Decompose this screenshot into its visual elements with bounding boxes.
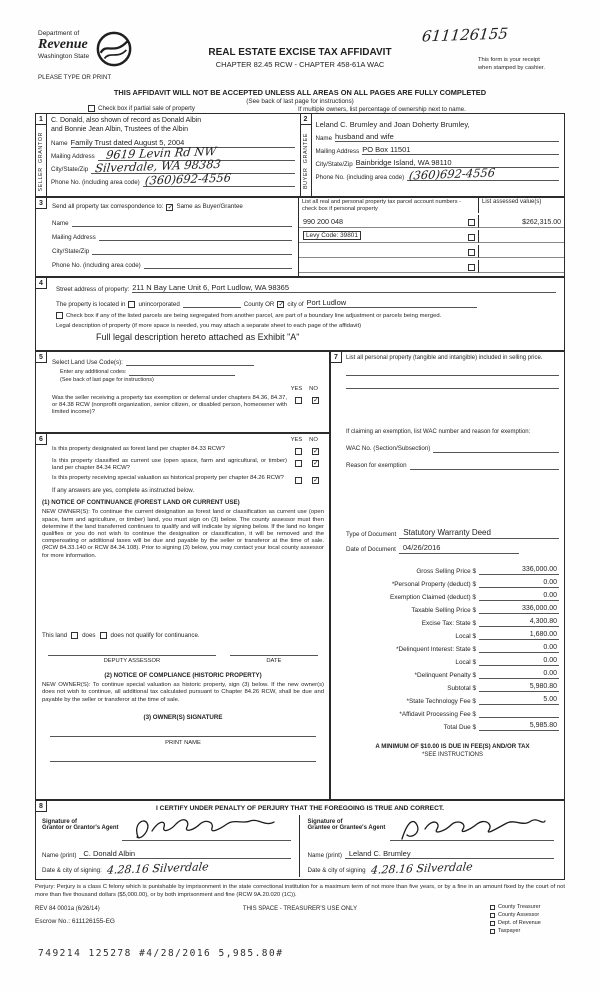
assessed-value: $262,315.00 <box>478 215 564 228</box>
owner-signature-heading: (3) OWNER(S) SIGNATURE <box>143 713 223 721</box>
grantee-date-label: Date & city of signing <box>307 866 366 874</box>
receipt-note <box>478 57 570 72</box>
form-title-block <box>140 47 460 69</box>
section-6-number: 6 <box>36 434 47 445</box>
personal-property-field-2[interactable] <box>346 388 559 389</box>
buyer-side-strip <box>301 114 312 196</box>
parcel-rows <box>299 215 564 275</box>
fee-value: 0.00 <box>479 644 559 653</box>
section-5-number: 5 <box>36 352 47 363</box>
fee-value: 5.00 <box>479 696 559 705</box>
continuance-paragraph: NEW OWNER(S): To continue the current designation as forest land or classification as current use (open space, farm and agriculture, or timber) land, you must sign on (3) below. The county assessor must then determine if the land transferred continues to qualify and will indicate by signing below. If the land no longer qualifies or you do not wish to continue the designation or classification, it will be removed and the compensating or additional taxes will be due and payable by the seller or transferor at the time of sale. (RCW 84.33.140 or RCW 84.34.108). Prior to signing (3) below, you may contact your local county assessor for more information. <box>42 509 324 559</box>
parcel-row <box>299 245 564 258</box>
seller-side-label: SELLER GRANTOR <box>38 131 44 192</box>
deputy-date-block <box>230 655 318 664</box>
date-of-document-value: 04/26/2016 <box>402 543 441 553</box>
county-field[interactable] <box>183 300 241 308</box>
date-of-document-label: Date of Document <box>346 546 396 554</box>
grantee-signature-ink <box>396 815 546 843</box>
fee-value: 5,980.80 <box>479 683 559 692</box>
grantee-name-field[interactable] <box>345 849 554 859</box>
land-use-box <box>35 351 330 433</box>
personal-property-label: List all personal property (tangible and intangible) included in selling price. <box>346 355 543 361</box>
q3-no-checkbox[interactable]: ✓ <box>313 477 319 485</box>
buyer-name-field[interactable] <box>335 132 559 142</box>
compliance-heading: (2) NOTICE OF COMPLIANCE (HISTORIC PROPERTY) <box>104 672 262 680</box>
form-title: REAL ESTATE EXCISE TAX AFFIDAVIT <box>208 47 392 58</box>
type-of-document-label: Type of Document <box>346 531 397 539</box>
street-address-label: Street address of property: <box>56 285 130 293</box>
legal-description-value: Full legal description hereto attached as Exhibit "A" <box>96 332 300 342</box>
q2-no-checkbox[interactable]: ✓ <box>313 460 319 467</box>
buyer-name-line1: Leland C. Brumley and Joan Doherty Brumley, <box>315 120 470 129</box>
agency-state-line: Washington State <box>38 53 90 60</box>
fee-row-excise-local: Local $ 1,680.00 <box>455 630 557 640</box>
buyer-csz-value: Bainbridge Island, WA 98110 <box>355 158 452 167</box>
compliance-paragraph: NEW OWNER(S): To continue special valuation as historic property, sign (3) below. If the new owner(s) does not wish to continue, all additional tax calculated pursuant to Chapter 84.26 RCW, shall be due and payable by the seller or transferor at the time of sale. <box>42 682 324 703</box>
parcel-row <box>299 260 564 273</box>
parcel-row <box>299 230 564 243</box>
fee-value: 1,680.00 <box>479 631 559 640</box>
tax-correspondence-box <box>35 197 565 277</box>
grantee-signature-block <box>299 815 559 877</box>
seller-side-strip <box>36 114 47 196</box>
seller-csz-value: Silverdale, WA 98383 <box>94 157 222 176</box>
certification-box <box>35 800 565 880</box>
corr-name-label: Name <box>52 219 69 227</box>
buyer-mailing-field[interactable] <box>362 145 559 155</box>
parcel-personal-checkbox[interactable] <box>468 219 475 226</box>
fee-value: 0.00 <box>479 657 559 666</box>
fee-row-total-due: Total Due $ 5,985.80 <box>443 721 557 731</box>
fee-row-personal: *Personal Property (deduct) $ 0.00 <box>391 578 557 588</box>
seller-name-line2: and Bonnie Jean Albin, Trustees of the Albin <box>51 125 188 133</box>
land-use-label: Select Land Use Code(s): <box>52 358 123 366</box>
deputy-date-field[interactable] <box>230 655 318 656</box>
agency-logo-block <box>38 30 133 68</box>
fee-value: 0.00 <box>479 579 559 588</box>
parcel-number[interactable]: 990 200 048 <box>303 217 343 227</box>
q1-yes-checkbox[interactable] <box>295 448 302 455</box>
form-subtitle: CHAPTER 82.45 RCW - CHAPTER 458-61A WAC <box>215 60 385 69</box>
grantor-name-field[interactable] <box>79 849 290 859</box>
historical-question: Is this property receiving special valuation as historical property per chapter 84.26 RCW? <box>52 475 284 482</box>
minimum-fee-note: A MINIMUM OF $10.00 IS DUE IN FEE(S) AND/OR TAX <box>375 742 530 750</box>
county-treasurer-checkbox[interactable] <box>490 905 495 910</box>
grantee-signature-field[interactable] <box>390 840 555 841</box>
please-type-label: PLEASE TYPE OR PRINT <box>38 74 112 81</box>
levy-code: Levy Code: 39801 <box>303 230 465 241</box>
q2-yes-checkbox[interactable] <box>295 460 302 467</box>
deputy-assessor-field[interactable] <box>48 655 216 656</box>
cashier-stamp: 749214 125278 #4/28/2016 5,985.80# <box>38 948 284 959</box>
distribution-item <box>490 912 566 918</box>
q1-no-checkbox[interactable]: ✓ <box>313 448 319 455</box>
grantor-sig-label-2: Grantor or Grantor's Agent <box>42 825 119 831</box>
yes-column-header: YES <box>290 385 303 392</box>
buyer-name-value: husband and wife <box>335 132 394 141</box>
corr-phone-field[interactable] <box>144 261 292 269</box>
partial-sale-row <box>88 105 195 112</box>
taxpayer-label: Taxpayer <box>498 928 521 934</box>
seller-section <box>36 114 301 196</box>
city-value: Port Ludlow <box>306 297 347 307</box>
print-name-label: PRINT NAME <box>165 739 201 746</box>
parcel-header: List all real and personal property tax parcel account numbers - check box if personal property <box>302 199 462 212</box>
handwritten-receipt-number: 611126155 <box>421 24 509 46</box>
city-field[interactable] <box>307 298 477 308</box>
grantee-name-value: Leland C. Brumley <box>348 848 411 858</box>
receipt-note-line1: This form is your receipt <box>478 57 540 63</box>
partial-sale-label: Check box if partial sale of property <box>98 105 195 112</box>
land-use-field[interactable] <box>126 358 254 366</box>
partial-sale-checkbox[interactable] <box>88 105 95 112</box>
fee-row-processing-fee: *Affidavit Processing Fee $ <box>346 705 559 718</box>
fee-table <box>346 562 559 731</box>
corr-csz-label: City/State/Zip <box>52 247 90 255</box>
grantor-signature-ink <box>128 815 278 843</box>
grantor-signature-field[interactable] <box>122 840 291 841</box>
seller-phone-label: Phone No. (including area code) <box>51 179 140 187</box>
seller-name-label: Name <box>51 140 68 148</box>
correspondence-left <box>36 198 298 276</box>
buyer-phone-value: (360)692-4556 <box>408 165 497 183</box>
additional-codes-label: Enter any additional codes: <box>60 369 127 376</box>
grantor-date-value: 4.28.16 Silverdale <box>106 860 210 877</box>
additional-codes-field[interactable] <box>129 368 235 376</box>
located-in-label: The property is located in <box>56 300 126 308</box>
fee-row-subtotal: Subtotal $ 5,980.80 <box>447 682 557 692</box>
fee-value: 5,985.80 <box>479 722 559 731</box>
segregated-label: Check box if any of the listed parcels are being segregated from another parcel, are part of a boundary line adjustment or parcels being merged. <box>66 312 442 319</box>
reason-field[interactable] <box>410 462 559 470</box>
continuance-heading: (1) NOTICE OF CONTINUANCE (FOREST LAND OR CURRENT USE) <box>42 499 240 507</box>
exemption-question: Was the seller receiving a property tax exemption or deferral under chapters 84.36, 84.37, or 84.38 RCW (nonprofit organization, senior citizen, or disabled person, homeowner with limited income)? <box>52 394 287 415</box>
distribution-item <box>490 928 566 934</box>
fee-row-delinq-interest-state: *Delinquent Interest: State $ 0.00 <box>396 643 557 653</box>
date-of-document-field[interactable] <box>399 543 519 553</box>
does-label: does <box>82 631 96 639</box>
same-as-buyer-label: Same as Buyer/Grantee <box>176 203 243 211</box>
grantee-sig-label-1: Signature of <box>307 819 343 825</box>
owner-signature-field[interactable] <box>50 736 316 737</box>
county-treasurer-label: County Treasurer <box>498 904 541 910</box>
county-assessor-checkbox[interactable] <box>490 913 495 918</box>
dor-logo-icon <box>95 30 133 68</box>
type-of-document-value: Statutory Warranty Deed <box>403 527 491 537</box>
city-checkbox[interactable]: ✓ <box>278 301 285 308</box>
deputy-assessor-block <box>48 655 216 664</box>
rev-form-number: REV 84 0001a (6/26/14) <box>35 906 100 912</box>
dept-of-revenue-checkbox[interactable] <box>490 921 495 926</box>
buyer-side-label: BUYER GRANTEE <box>302 133 309 190</box>
reason-label: Reason for exemption <box>346 462 407 470</box>
taxpayer-checkbox[interactable] <box>490 929 495 934</box>
personal-property-field-1[interactable] <box>346 375 559 376</box>
q3-yes-checkbox[interactable] <box>295 477 302 484</box>
section-7-number: 7 <box>331 352 342 363</box>
county-or-label: County OR <box>243 300 275 308</box>
fee-row-tech-fee: *State Technology Fee $ 5.00 <box>406 695 557 705</box>
assessed-value <box>478 230 564 243</box>
corr-phone-label: Phone No. (including area code) <box>52 261 141 269</box>
forest-land-box <box>35 433 330 800</box>
buyer-name-label: Name <box>315 134 333 142</box>
buyer-mailing-value: PO Box 11501 <box>362 145 411 154</box>
buyer-csz-label: City/State/Zip <box>315 160 353 168</box>
acceptance-warning: THIS AFFIDAVIT WILL NOT BE ACCEPTED UNLESS ALL AREAS ON ALL PAGES ARE FULLY COMPLETED <box>113 88 487 97</box>
seller-phone-field[interactable] <box>143 170 295 188</box>
corr-mailing-field[interactable] <box>99 233 292 241</box>
if-yes-note: If any answers are yes, complete as instructed below. <box>52 488 195 495</box>
does-not-label: does not qualify for continuance. <box>110 631 200 639</box>
dept-of-revenue-label: Dept. of Revenue <box>498 920 541 926</box>
agency-wordmark <box>38 30 89 60</box>
buyer-section <box>301 114 565 196</box>
parcel-personal-checkbox[interactable] <box>468 249 475 256</box>
does-not-checkbox[interactable] <box>100 632 107 639</box>
corr-mailing-label: Mailing Address <box>52 233 96 241</box>
fee-value: 0.00 <box>479 670 559 679</box>
fee-row-delinq-penalty: *Delinquent Penalty $ 0.00 <box>414 669 557 679</box>
fee-value: 4,300.80 <box>479 618 559 627</box>
selling-price-box <box>330 351 565 800</box>
multiple-owners-note: If multiple owners, list percentage of ownership next to name. <box>298 106 466 113</box>
unincorporated-label: unincorporated <box>138 300 180 308</box>
treasurer-space-label: THIS SPACE - TREASURER'S USE ONLY <box>242 906 358 912</box>
grantee-date-value: 4.28.16 Silverdale <box>369 860 473 877</box>
owner-print-name-field[interactable] <box>50 761 316 762</box>
see-instructions-note: *SEE INSTRUCTIONS <box>421 751 483 758</box>
fee-row-excise-state: Excise Tax: State $ 4,300.80 <box>421 617 557 627</box>
buyer-phone-label: Phone No. (including area code) <box>315 173 405 181</box>
certify-statement: I CERTIFY UNDER PENALTY OF PERJURY THAT THE FOREGOING IS TRUE AND CORRECT. <box>156 805 444 812</box>
send-correspondence-label: Send all property tax correspondence to: <box>52 203 164 211</box>
agency-revenue-line: Revenue <box>38 37 88 52</box>
assessed-value <box>478 260 564 273</box>
parties-box <box>35 113 565 197</box>
grantor-name-value: C. Donald Albin <box>83 848 136 858</box>
see-back-note: (See back of last page for instructions) <box>60 377 154 383</box>
same-as-buyer-checkbox[interactable]: ✓ <box>167 203 174 211</box>
seller-mailing-value: 9619 Levin Rd NW <box>105 144 217 163</box>
fee-value: 336,000.00 <box>479 605 559 614</box>
type-of-document-field[interactable] <box>399 528 559 539</box>
escrow-number: Escrow No.: 611126155-EG <box>35 918 115 925</box>
fee-value: 0.00 <box>479 592 559 601</box>
grantee-sig-label-2: Grantee or Grantee's Agent <box>307 825 386 831</box>
seller-name-line1: C. Donald, also shown of record as Donald Albin <box>51 117 202 124</box>
section-3-number: 3 <box>36 198 47 209</box>
perjury-statement: Perjury: Perjury is a class C felony which is punishable by imprisonment in the state correctional institution for a maximum term of not more than five years, or by a fine in an amount fixed by the court of not more than five thousand dollars ($5,000.00), or by both imprisonment and fine (RCW 9A.20.020 (1C)). <box>35 884 565 898</box>
fee-row-exemption: Exemption Claimed (deduct) $ 0.00 <box>390 591 557 601</box>
does-checkbox[interactable] <box>71 632 78 639</box>
city-of-label: city of <box>287 300 304 308</box>
yes-column-header: YES <box>290 437 303 443</box>
fee-row-taxable: Taxable Selling Price $ 336,000.00 <box>411 604 557 614</box>
deputy-assessor-label: DEPUTY ASSESSOR <box>103 658 161 665</box>
parcel-personal-checkbox[interactable] <box>468 264 475 271</box>
grantor-date-label: Date & city of signing: <box>42 866 102 874</box>
seller-csz-label: City/State/Zip <box>51 166 89 174</box>
street-address-value: 211 N Bay Lane Unit 6, Port Ludlow, WA 98365 <box>132 282 290 292</box>
forest-land-question: Is this property designated as forest land per chapter 84.33 RCW? <box>52 446 225 452</box>
section-4-number: 4 <box>36 278 47 289</box>
corr-csz-field[interactable] <box>92 247 292 255</box>
unincorporated-checkbox[interactable] <box>128 301 135 308</box>
wac-field[interactable] <box>433 445 559 453</box>
parcel-personal-checkbox[interactable] <box>468 234 475 241</box>
seller-name-value: Family Trust dated August 5, 2004 <box>70 137 185 147</box>
fee-row-delinq-interest-local: Local $ 0.00 <box>455 656 557 666</box>
grantee-name-print-label: Name (print) <box>307 851 342 859</box>
fee-value: 336,000.00 <box>479 566 559 575</box>
seller-phone-value: (360)692-4556 <box>144 170 232 188</box>
property-address-box <box>35 277 565 351</box>
street-address-field[interactable] <box>132 283 556 293</box>
grantor-signature-block <box>42 815 299 877</box>
seller-mailing-label: Mailing Address <box>51 153 95 161</box>
acceptance-warning-sub: (See back of last page for instructions) <box>246 98 354 105</box>
exemption-claim-label: If claiming an exemption, list WAC number and reason for exemption: <box>346 428 531 435</box>
county-assessor-label: County Assessor <box>498 912 540 918</box>
legal-description-label: Legal description of property (if more space is needed, you may attach a separate sheet to each page of the affidavit) <box>56 323 362 329</box>
buyer-phone-field[interactable] <box>407 165 559 183</box>
section-1-number: 1 <box>36 114 47 125</box>
grantor-sig-label-1: Signature of <box>42 819 78 825</box>
grantor-name-print-label: Name (print) <box>42 851 77 859</box>
current-use-question: Is this property classified as current use (open space, farm and agricultural, or timber) land per chapter 84.34 RCW? <box>52 458 287 472</box>
section-2-number: 2 <box>301 114 312 125</box>
section-8-number: 8 <box>36 801 47 812</box>
this-land-label: This land <box>42 631 68 639</box>
corr-name-field[interactable] <box>72 219 292 227</box>
distribution-item <box>490 904 566 910</box>
parcel-row <box>299 215 564 228</box>
segregated-checkbox[interactable] <box>56 312 63 319</box>
fee-value[interactable] <box>479 709 559 718</box>
exemption-no-checkbox[interactable]: ✓ <box>313 396 319 404</box>
distribution-item <box>490 920 566 926</box>
parcel-list <box>298 198 564 276</box>
assessed-value <box>478 245 564 258</box>
deputy-date-label: DATE <box>266 658 282 665</box>
buyer-mailing-label: Mailing Address <box>315 147 360 155</box>
exemption-yes-checkbox[interactable] <box>295 397 302 404</box>
no-column-header: NO <box>309 437 318 443</box>
agency-dept-line: Department of <box>38 30 80 37</box>
fee-row-gross: Gross Selling Price $ 336,000.00 <box>416 565 557 575</box>
receipt-note-line2: when stamped by cashier. <box>478 64 546 71</box>
assessed-value-header: List assessed value(s) <box>478 198 564 213</box>
no-column-header: NO <box>309 385 318 392</box>
wac-label: WAC No. (Section/Subsection) <box>346 445 431 453</box>
distribution-list <box>490 904 566 936</box>
